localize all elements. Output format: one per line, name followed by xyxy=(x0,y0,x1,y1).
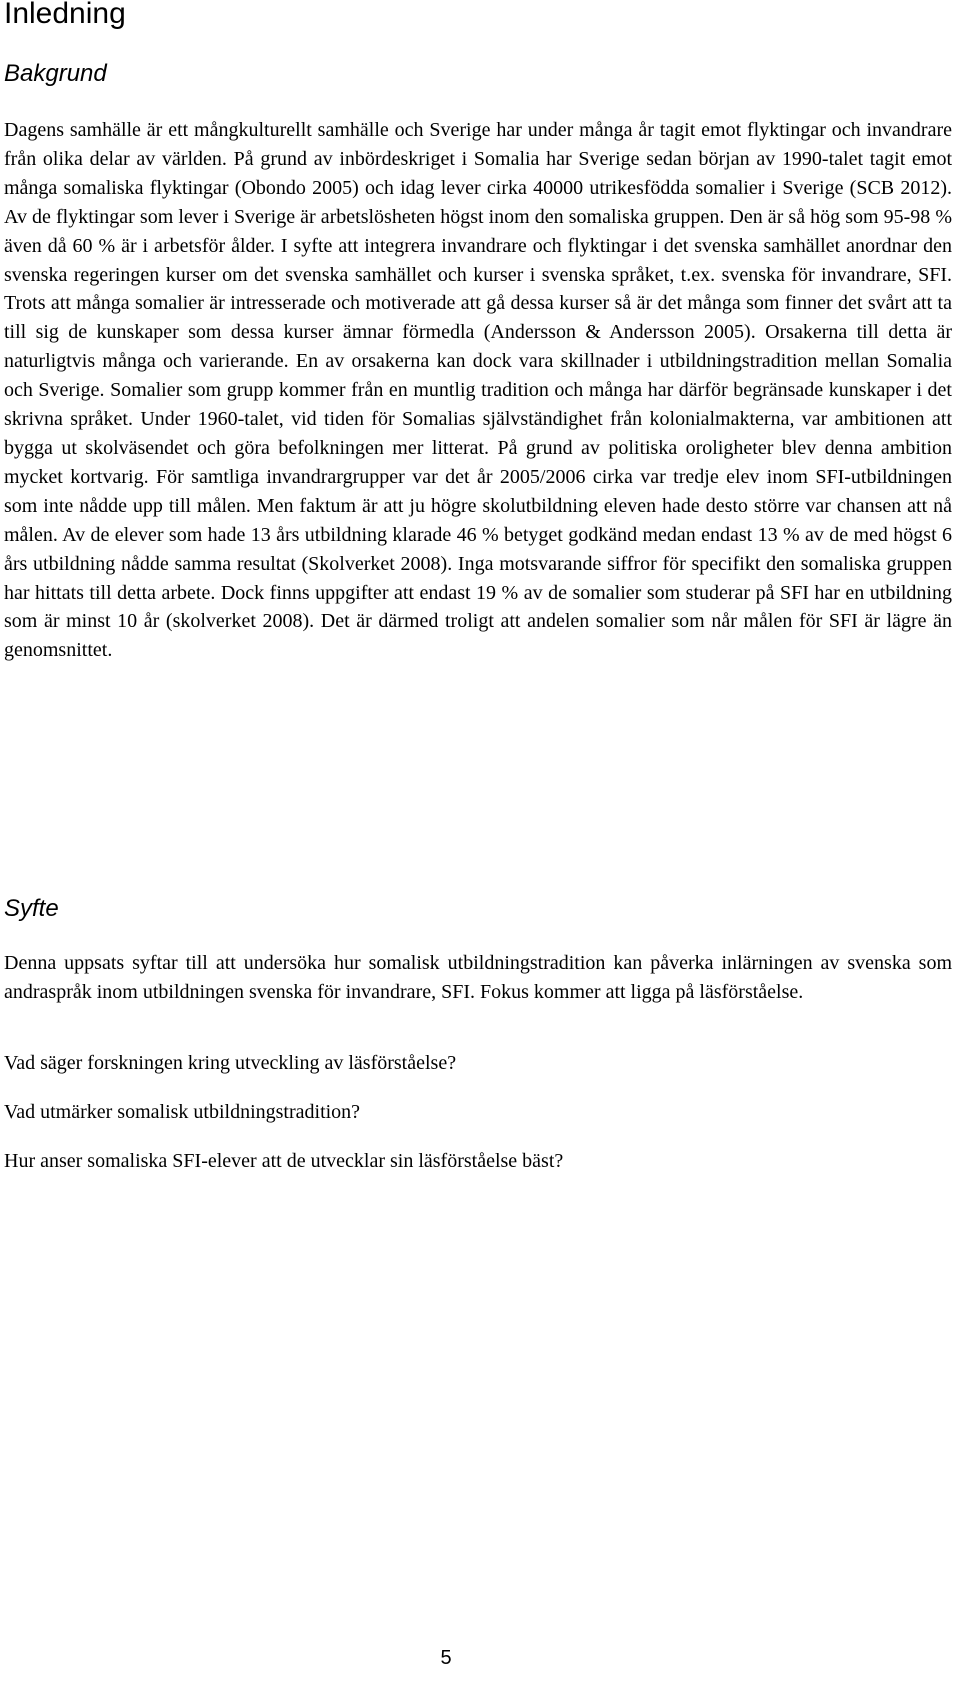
research-question: Hur anser somaliska SFI-elever att de utvecklar sin läsförståelse bäst? xyxy=(4,1150,564,1172)
section-heading-purpose: Syfte xyxy=(4,895,59,922)
research-question: Vad säger forskningen kring utveckling av läsförståelse? xyxy=(4,1052,457,1074)
purpose-paragraph: Denna uppsats syftar till att undersöka hur somalisk utbildningstradition kan påverka inlärningen av svenska som andraspråk inom utbildningen svenska för invandrare, SFI. Fokus kommer att ligga på läsförståelse. xyxy=(4,952,952,1003)
section-heading-background: Bakgrund xyxy=(4,60,107,87)
background-paragraph: Dagens samhälle är ett mångkulturellt samhälle och Sverige har under många år tagit emot flyktingar och invandrare från olika delar av världen. På grund av inbördeskriget i Somalia har Sverige sedan början av 1990-talet tagit emot många somaliska flyktingar (Obondo 2005) och idag lever cirka 40000 utrikesfödda somalier i Sverige (SCB 2012). Av de flyktingar som lever i Sverige är arbetslösheten högst inom den somaliska gruppen. Den är så hög som 95-98 % även då 60 % är i arbetsför ålder. I syfte att integrera invandrare och flyktingar i det svenska samhället anordnar den svenska regeringen kurser om det svenska samhället och kurser i svenska språket, t.ex. svenska för invandrare, SFI. Trots att många somalier är intresserade och motiverade att gå dessa kurser så är det många som finner det svårt att ta till sig de kunskaper som dessa kurser ämnar förmedla (Andersson & Andersson 2005). Orsakerna till detta är naturligtvis många och varierande. En av orsakerna kan dock vara skillnader i utbildningstradition mellan Somalia och Sverige. Somalier som grupp kommer från en muntlig tradition och många har därför begränsade kunskaper i det skrivna språket. Under 1960-talet, vid tiden för Somalias självständighet från kolonialmakterna, var ambitionen att bygga ut skolväsendet och göra befolkningen mer litterat. På grund av politiska oroligheter blev denna ambition mycket kortvarig. För samtliga invandrargrupper var det år 2005/2006 cirka var tredje elev inom SFI-utbildningen som inte nådde upp till målen. Men faktum är att ju högre skolutbildning eleven hade desto större var chansen att nå målen. Av de elever som hade 13 års utbildning klarade 46 % betyget godkänd medan endast 13 % av de med högst 6 års utbildning nådde samma resultat (Skolverket 2008). Inga motsvarande siffror för specifikt den somaliska gruppen har hittats till detta arbete. Dock finns uppgifter att endast 19 % av de somalier som studerar på SFI har en utbildning som är minst 10 år (skolverket 2008). Det är därmed troligt att andelen somalier som når målen för SFI är lägre än genomsnittet. xyxy=(4,119,952,662)
research-question: Vad utmärker somalisk utbildningstradition? xyxy=(4,1101,361,1123)
page-number: 5 xyxy=(440,1647,452,1669)
chapter-heading: Inledning xyxy=(4,0,126,30)
